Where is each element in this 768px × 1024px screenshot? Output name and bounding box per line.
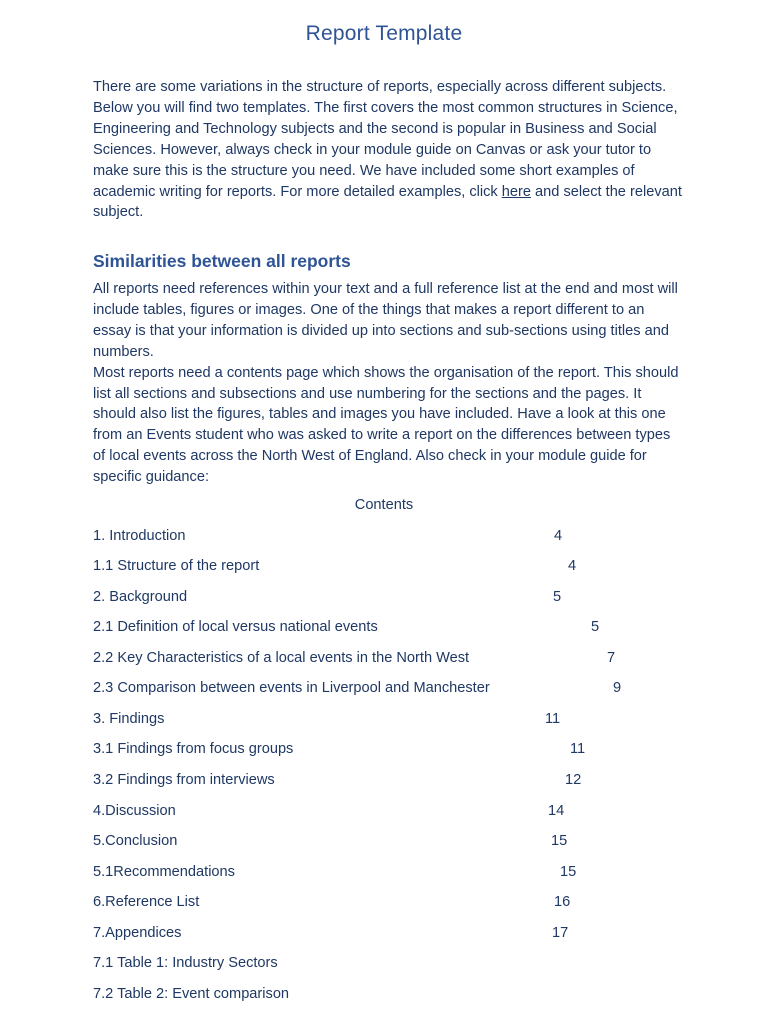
toc-entry-label: 6.Reference List: [93, 894, 200, 910]
toc-entry-page: 15: [551, 833, 568, 849]
toc-entry-label: 2.1 Definition of local versus national events: [93, 619, 378, 635]
intro-text-after-link: and select the relevant subject.: [93, 183, 682, 221]
toc-entry-label: 5.1Recommendations: [93, 864, 235, 880]
toc-entry-page: 5: [591, 619, 600, 635]
intro-paragraph: [93, 77, 683, 223]
toc-row: [93, 864, 693, 886]
toc-row: [93, 619, 693, 641]
contents-heading: Contents: [354, 497, 414, 513]
toc-entry-page: 5: [553, 589, 562, 605]
document-title: Report Template: [305, 22, 463, 45]
toc-entry-label: 4.Discussion: [93, 803, 176, 819]
toc-entry-page: 4: [568, 558, 577, 574]
toc-entry-label: 5.Conclusion: [93, 833, 178, 849]
toc-row: [93, 803, 693, 825]
toc-entry-label: 2.2 Key Characteristics of a local events in the North West: [93, 650, 470, 666]
toc-entry-page: 12: [565, 772, 582, 788]
toc-row: [93, 528, 693, 550]
toc-entry-page: 14: [548, 803, 565, 819]
toc-entry-page: 17: [552, 925, 569, 941]
toc-entry-label: 7.Appendices: [93, 925, 182, 941]
toc-row: [93, 833, 693, 855]
toc-entry-label: 3.1 Findings from focus groups: [93, 741, 294, 757]
toc-row: [93, 650, 693, 672]
similarities-paragraph-1: All reports need references within your text and a full reference list at the end and most will include tables, figures or images. One of the things that makes a report different to an essay is that your information is divided up into sections and sub-sections using titles and numbers.: [93, 281, 678, 360]
toc-entry-page: 15: [560, 864, 577, 880]
toc-entry-page: 4: [554, 528, 563, 544]
toc-row: [93, 986, 693, 1008]
toc-row: [93, 711, 693, 733]
toc-entry-label: 2.3 Comparison between events in Liverpool and Manchester: [93, 680, 490, 696]
toc-row: [93, 955, 693, 977]
toc-row: [93, 558, 693, 580]
similarities-body: [93, 279, 683, 488]
toc-entry-page: 7: [607, 650, 616, 666]
toc-entry-label: 7.1 Table 1: Industry Sectors: [93, 955, 278, 971]
toc-row: [93, 741, 693, 763]
toc-entry-label: 2. Background: [93, 589, 188, 605]
toc-entry-label: 1. Introduction: [93, 528, 186, 544]
toc-row: [93, 772, 693, 794]
toc-entry-label: 1.1 Structure of the report: [93, 558, 260, 574]
toc-row: [93, 894, 693, 916]
section-heading: Similarities between all reports: [93, 251, 351, 271]
toc-entry-page: 9: [613, 680, 622, 696]
toc-entry-page: 11: [570, 741, 586, 757]
similarities-paragraph-2: Most reports need a contents page which shows the organisation of the report. This should list all sections and subsections and use numbering for the sections and the pages. It should also list the figures, tables and images you have included. Have a look at this one from an Events student who was asked to write a report on the differences between types of local events across the North West of England. Also check in your module guide for specific guidance:: [93, 364, 679, 486]
toc-entry-label: 3. Findings: [93, 711, 165, 727]
here-link[interactable]: here: [501, 183, 531, 200]
toc-row: [93, 680, 693, 702]
toc-row: [93, 589, 693, 611]
toc-entry-label: 7.2 Table 2: Event comparison: [93, 986, 290, 1002]
intro-text-before-link: There are some variations in the structure of reports, especially across different subjects. Below you will find two templates. The first covers the most common structures in Science, Engineering and Technology subjects and the second is popular in Business and Social Sciences. However, always check in your module guide on Canvas or ask your tutor to make sure this is the structure you need. We have included some short examples of academic writing for reports. For more detailed examples, click: [93, 79, 678, 200]
toc-entry-page: 16: [554, 894, 571, 910]
toc-entry-label: 3.2 Findings from interviews: [93, 772, 275, 788]
toc-entry-page: 11: [545, 711, 561, 727]
toc-row: [93, 925, 693, 947]
